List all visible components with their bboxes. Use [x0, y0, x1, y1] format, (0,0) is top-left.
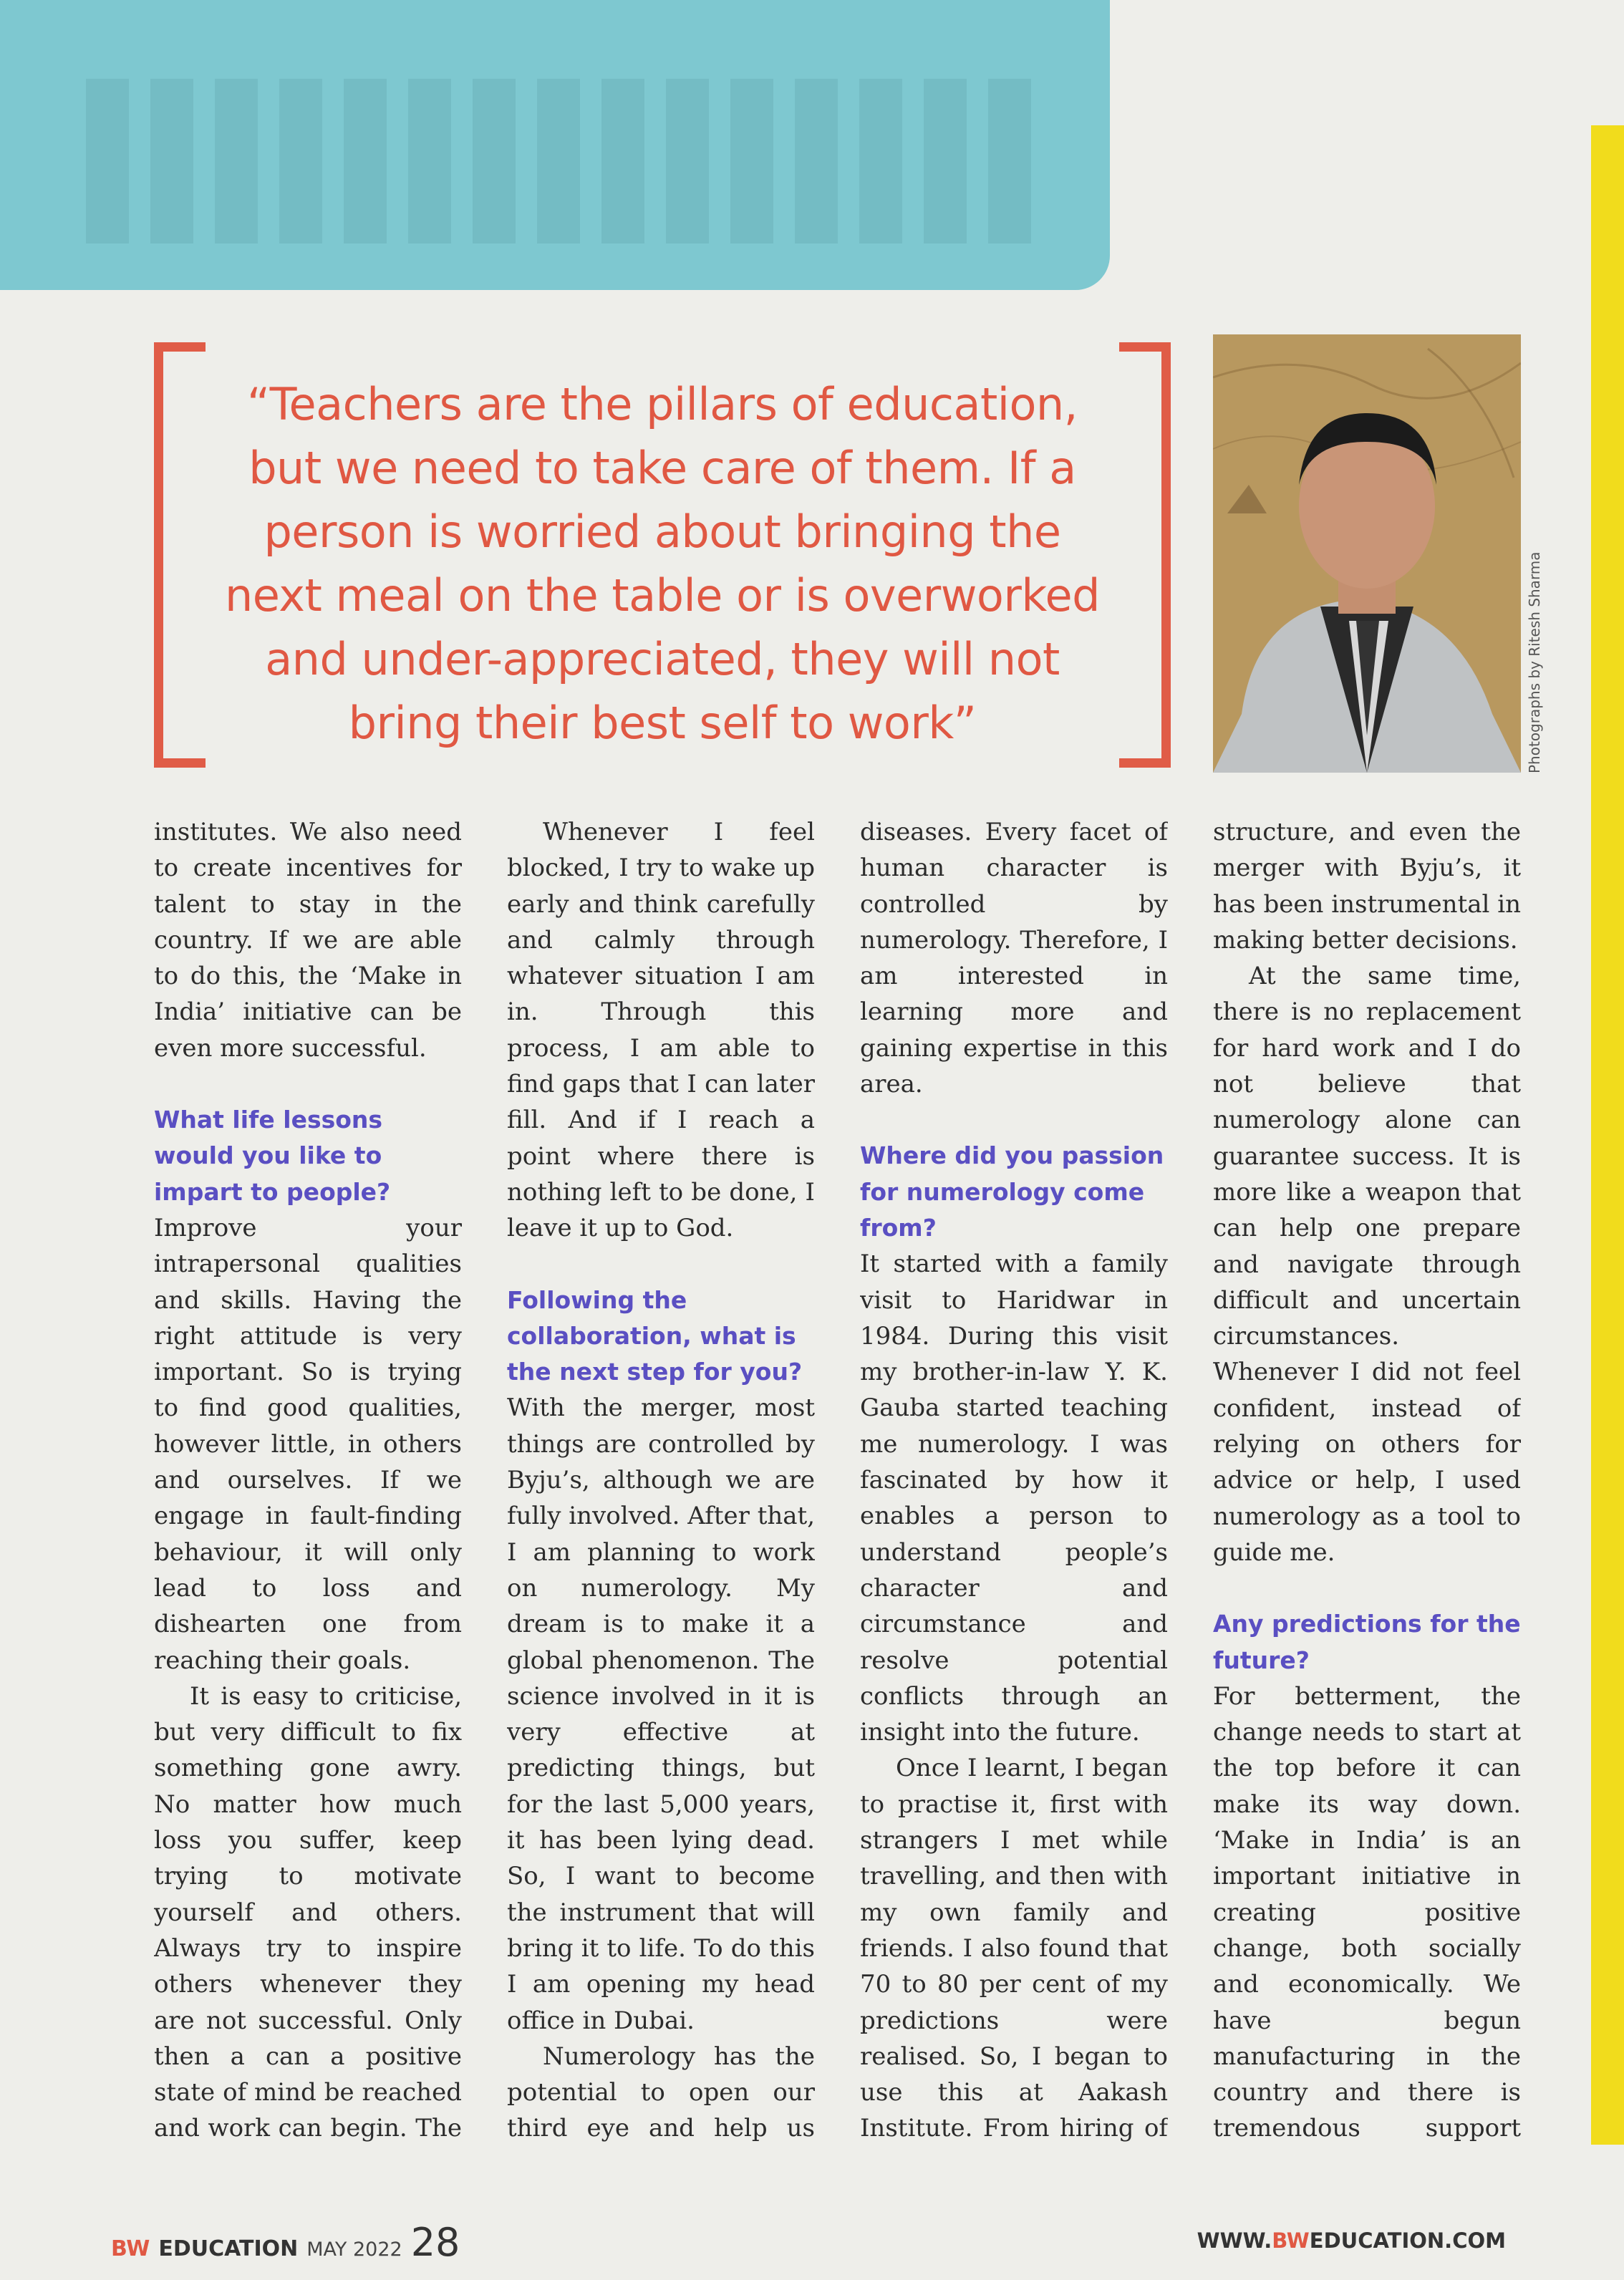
edge-color-strip — [1591, 125, 1624, 2145]
paragraph — [1213, 1678, 1521, 2146]
footer-publication: EDUCATION — [158, 2236, 299, 2261]
quote-line: “Teachers are the pillars of education, — [247, 378, 1078, 430]
url-suffix: EDUCATION.COM — [1309, 2228, 1506, 2253]
paragraph: It started with a family visit to Haridwar in 1984. During this visit my brother-in-law Y. K. Gauba started teaching me numerology. I was fascinated by how it enables a person to understand people’s character and circumstance and resolve potential conflicts through an insight into the future. — [860, 1250, 1168, 1747]
question-heading: Any predictions for the future? — [1213, 1610, 1521, 1674]
question-heading: What life lessons would you like to impart to people? — [154, 1106, 391, 1206]
column-3 — [860, 814, 1168, 2146]
paragraph: Whenever I feel blocked, I try to wake up early and think carefully and calmly through whatever situation I am in. Through this process, I am able to find gaps that I can later fill. And if I reach a point where there is nothing left to be done, I leave it up to God. — [507, 818, 815, 1243]
quote-line: person is worried about bringing the — [264, 506, 1061, 558]
banner-show-through — [86, 79, 1038, 243]
quote-line: bring their best self to work” — [348, 697, 977, 749]
left-bracket — [154, 342, 206, 768]
paragraph: With the merger, most things are controlled by Byju’s, although we are fully involved. After that, I am planning to work on numerology. My dream is to make it a global phenomenon. The science involved in it is very effective at predicting things, but for the last 5,000 years, it has been lying dead. So, I want to become the instrument that will bring it to life. To do this I am opening my head office in Dubai. — [507, 1393, 815, 2035]
photo-credit: Photographs by Ritesh Sharma — [1526, 551, 1543, 773]
pull-quote — [154, 342, 1171, 772]
paragraph: Improve your intrapersonal qualities and skills. Having the right attitude is very important. So is trying to find good qualities, however little, in others and ourselves. If we engage in fault-finding behaviour, it will only lead to loss and dishearten one from reaching their goals. — [154, 1213, 462, 1675]
column-1 — [154, 814, 462, 2146]
header-banner — [0, 0, 1110, 290]
right-bracket — [1119, 342, 1171, 768]
paragraph-text: For betterment, the change needs to start at the top before it can make its way down. ‘Make in India’ is an important initiative in creating positive change, both socially and economically. We have begun manufacturing in the country and there is tremendous support — [1213, 1681, 1521, 2143]
column-2 — [507, 814, 815, 2146]
quote-line: but we need to take care of them. If a — [248, 442, 1076, 494]
footer-brand: BW — [111, 2236, 150, 2261]
pull-quote-text — [204, 372, 1121, 755]
footer-date: MAY 2022 — [306, 2238, 402, 2261]
paragraph: diseases. Every facet of human character is controlled by numerology. Therefore, I am interested in learning more and gaining expertise in this area. — [860, 818, 1168, 1099]
url-brand: BW — [1272, 2228, 1310, 2253]
paragraph: At the same time, there is no replacement for hard work and I do not believe that numerology alone can guarantee success. It is more like a weapon that can help one prepare and navigate through difficult and uncertain circumstances. Whenever I did not feel confident, instead of relying on others for advice or help, I used numerology as a tool to guide me. — [1213, 962, 1521, 1567]
footer-folio — [111, 2220, 460, 2263]
quote-line: next meal on the table or is overworked — [224, 569, 1101, 622]
paragraph: It is easy to criticise, but very difficult to fix something gone awry. No matter how much loss you suffer, keep trying to motivate yourself and others. Always try to inspire others whenever they are not successful. Only then a can a positive state of mind be reached and work can begin. The — [154, 1681, 462, 2143]
paragraph: Numerology has the potential to open our third eye and help us — [507, 2042, 815, 2143]
column-4 — [1213, 814, 1521, 2146]
paragraph: structure, and even the merger with Byju’s, it has been instrumental in making better decisions. — [1213, 818, 1521, 955]
page-number: 28 — [410, 2220, 460, 2265]
quote-line: and under-appreciated, they will not — [265, 633, 1060, 685]
portrait-photo — [1213, 334, 1521, 773]
question-heading: Following the collaboration, what is the next step for you? — [507, 1285, 803, 1386]
footer-url — [1197, 2228, 1506, 2253]
paragraph: Once I learnt, I began to practise it, first with strangers I met while travelling, and then with my own family and friends. I also found that 70 to 80 per cent of my predictions were realised. So, I began to use this at Aakash Institute. From hiring of — [860, 1754, 1168, 2143]
url-prefix: WWW. — [1197, 2228, 1272, 2253]
paragraph: institutes. We also need to create incentives for talent to stay in the country. If we are able to do this, the ‘Make in India’ initiative can be even more successful. — [154, 818, 462, 1063]
question-heading: Where did you passion for numerology come from? — [860, 1141, 1164, 1242]
